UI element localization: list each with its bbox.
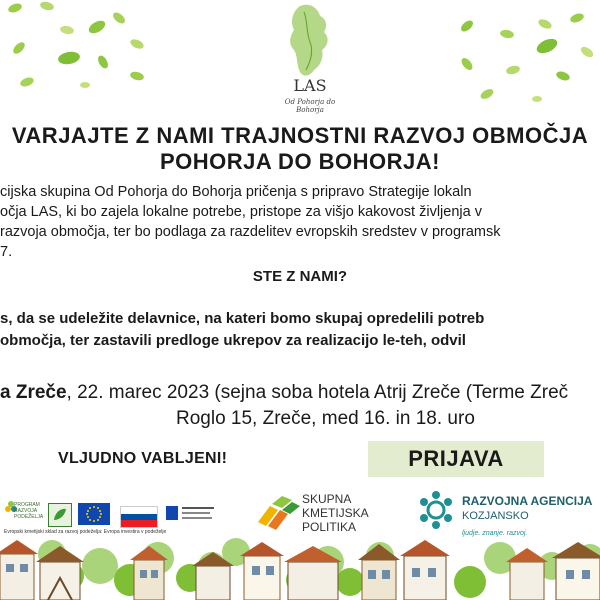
skp-stripes-icon [256,496,300,530]
leaves-top-left [0,0,160,95]
agency-line2: KOZJANSKO [462,510,529,522]
invite-line-1: s, da se udeležite delavnice, na kateri bomo skupaj opredelili potreb [0,310,485,327]
skp-line3: POLITIKA [302,520,357,534]
skp-line1: SKUPNA [302,492,352,506]
las-logo [270,2,350,114]
agency-slogan: ljudje. znanje. razvoj. [462,530,528,537]
intro-line-2: očja LAS, ki bo zajela lokalne potrebe, pristope za višjo kakovost življenja v [0,204,482,220]
agency-star-icon [416,490,456,530]
event-line-2: Roglo 15, Zreče, med 16. in 18. uro [176,408,475,429]
ministry-logo [166,504,216,524]
logo-tagline: Od Pohorja do Bohorja [284,98,336,114]
slovenia-flag-icon [120,506,158,528]
leader-leaf-icon [49,504,71,526]
intro-line-3: razvoja območja, ter bo podlaga za razdelitev evropskih sredstev v programsk [0,224,501,240]
event-place: a Zreče [0,382,67,403]
eu-flag-icon [78,503,110,525]
question-heading: STE Z NAMI? [252,268,348,285]
intro-line-1: cijska skupina Od Pohorja do Bohorja pričenja s pripravo Strategije lokaln [0,184,472,200]
program-label: PROGRAM RAZVOJA PODEŽELJA [14,502,44,520]
leader-logo [48,503,72,527]
event-line-1 [0,382,568,404]
page-title-line1: VARJAJTE Z NAMI TRAJNOSTNI RAZVOJ OBMOČJA [11,123,589,148]
program-logo [4,500,44,532]
eu-caption: Evropski kmetijski sklad za razvoj podeželja: Evropa investira v podeželje [4,529,167,535]
agency-line1: RAZVOJNA AGENCIJA [462,494,593,508]
region-map-icon [270,2,350,80]
intro-line-4: 7. [0,244,13,260]
leaves-top-right [440,0,600,110]
event-details: , 22. marec 2023 (sejna soba hotela Atrij Zreče (Terme Zreč [66,382,569,403]
skp-logo [256,492,376,536]
page-title-line2: POHORJA DO BOHORJA! [159,149,441,174]
invite-line-2: območja, ter zastavili predloge ukrepov za realizacijo le-teh, odvil [0,332,466,349]
skp-line2: KMETIJSKA [302,506,369,520]
logo-name: LAS [293,76,327,95]
register-button[interactable]: PRIJAVA [368,441,544,477]
village-illustration [0,532,600,600]
welcome-text: VLJUDNO VABLJENI! [58,450,228,467]
